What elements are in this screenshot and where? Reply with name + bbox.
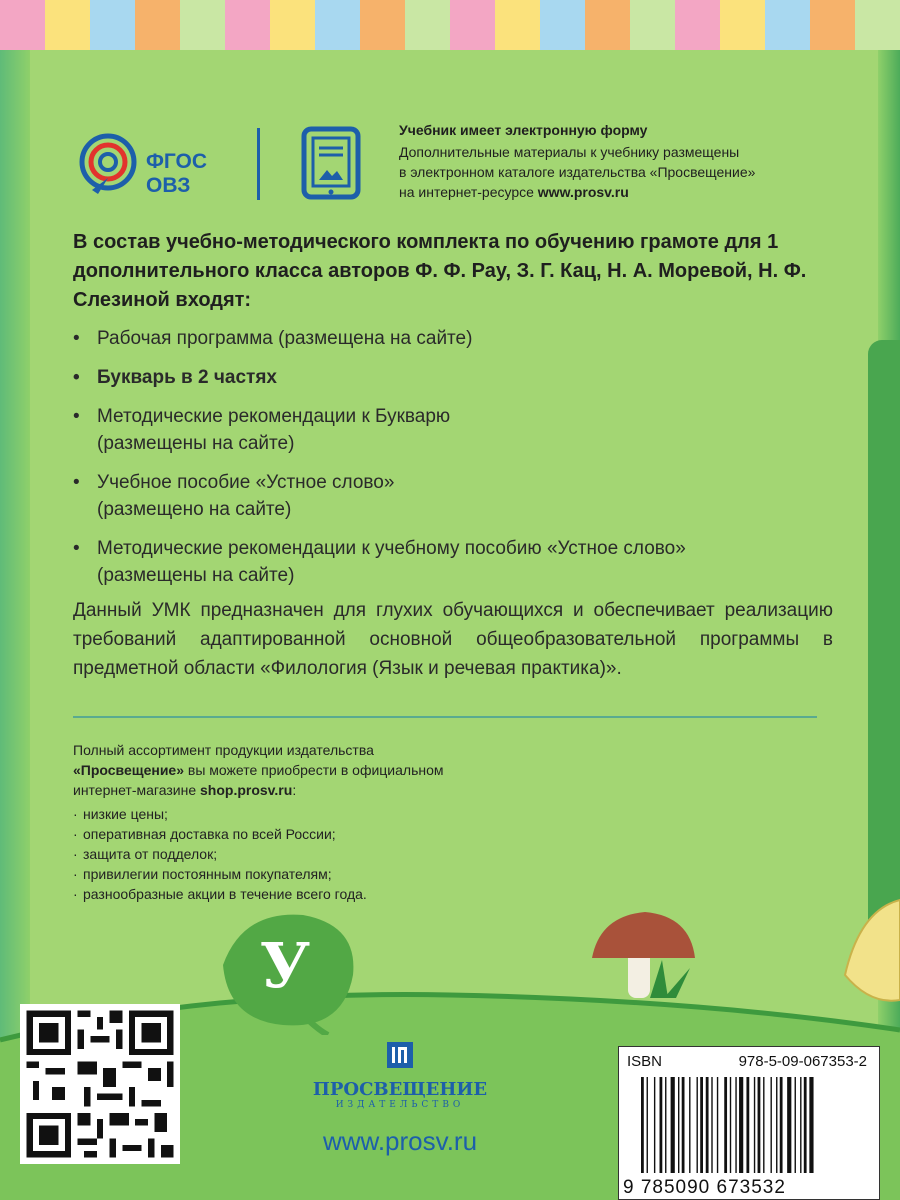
eform-line-3 [399,182,869,202]
isbn-value: 978-5-09-067353-2 [738,1053,867,1070]
feature-text: разнообразные акции в течение всего года. [83,886,367,902]
color-stripe [630,0,675,50]
eform-title: Учебник имеет электронную форму [399,122,648,138]
list-item: · привилегии постоянным покупателям; [73,866,332,882]
color-stripe [90,0,135,50]
isbn-barcode-block [618,1046,880,1200]
barcode-bar [641,1077,644,1173]
publisher-name: ПРОСВЕЩЕНИЕ [312,1079,488,1100]
color-stripe [855,0,900,50]
list-item-line-1: Методические рекомендации к Букварю [97,406,451,427]
letter-leaf-icon [213,905,363,1035]
barcode-bar [735,1077,736,1173]
barcode-bar [706,1077,709,1173]
barcode-bar [758,1077,761,1173]
barcode-bar [660,1077,663,1173]
color-stripe [180,0,225,50]
barcode-bar [763,1077,764,1173]
mushroom-icon [592,912,695,998]
barcode-bar [795,1077,796,1173]
color-stripe [720,0,765,50]
tablet-ebook-icon [301,126,361,200]
feature-text: низкие цены; [83,806,168,822]
barcode-bar [697,1077,698,1173]
publisher-site-link[interactable]: www.prosv.ru [322,1126,478,1156]
list-item: · оперативная доставка по всей России; [73,826,336,842]
barcode-bar [700,1077,703,1173]
color-stripe [45,0,90,50]
color-stripe [405,0,450,50]
color-stripe [450,0,495,50]
barcode-bar [682,1077,685,1173]
barcode-bar [754,1077,755,1173]
publisher-subtitle: ИЗДАТЕЛЬСТВО [335,1100,465,1110]
barcode-bar [730,1077,731,1173]
barcode-bar [724,1077,727,1173]
list-item: · защита от подделок; [73,846,218,862]
barcode-bar [771,1077,772,1173]
bullet: • [73,538,80,559]
barcode-bar [804,1077,807,1173]
color-stripe [495,0,540,50]
barcode-bar [654,1077,655,1173]
fgos-line-1: ФГОС [146,150,208,173]
feature-text: привилегии постоянным покупателям; [83,866,332,882]
eform-site-link[interactable]: www.prosv.ru [537,184,629,200]
qr-code-icon[interactable] [20,1004,180,1164]
list-item [73,535,853,589]
list-item [73,403,853,457]
list-item-line-2: (размещены на сайте) [97,433,295,454]
barcode-bar [739,1077,743,1173]
shop-line-2-text: вы можете приобрести в официальном [184,762,444,778]
barcode-bar [746,1077,749,1173]
list-item-line-2: (размещено на сайте) [97,499,292,520]
list-item-line-1: Рабочая программа (размещена на сайте) [97,328,473,349]
color-stripe [225,0,270,50]
color-stripe [765,0,810,50]
barcode-bar [689,1077,690,1173]
list-item-line-1: Букварь в 2 частях [97,367,277,388]
barcode-bar [678,1077,679,1173]
barcode-bar [780,1077,783,1173]
barcode-bar [711,1077,712,1173]
feature-text: оперативная доставка по всей России; [83,826,336,842]
barcode-bar [647,1077,648,1173]
shop-site-link[interactable]: shop.prosv.ru [200,782,293,798]
bullet: • [73,472,80,493]
list-item [73,325,853,352]
shop-line-3 [73,780,543,800]
shop-line-3-prefix: интернет-магазине [73,782,200,798]
barcode-bar [809,1077,813,1173]
barcode-bar [776,1077,777,1173]
section-divider [73,716,817,718]
bullet: • [73,328,80,349]
color-stripe [540,0,585,50]
shop-brand: «Просвещение» [73,762,184,778]
list-item [73,364,853,391]
kit-description: Данный УМК предназначен для глухих обучающихся и обеспечивает реализацию требований адаптированной основной общеобразовательной программы в предметной области «Филология (Язык и речевая практика)». [73,600,833,679]
list-item: · разнообразные акции в течение всего года. [73,886,367,902]
publisher-logo-icon [385,1040,415,1070]
publisher-logo [300,1040,500,1110]
barcode-bar [717,1077,718,1173]
isbn-label: ISBN [627,1053,663,1070]
barcode-digits: 9 785090 673532 [623,1177,786,1198]
top-color-stripes [0,0,900,50]
header-divider [257,128,260,200]
electronic-form-info [399,120,869,202]
color-stripe [270,0,315,50]
shop-line-1: Полный ассортимент продукции издательства [73,742,374,758]
feature-text: защита от подделок; [83,846,218,862]
list-item-line-1: Учебное пособие «Устное слово» [97,472,395,493]
list-item: · низкие цены; [73,806,168,822]
color-stripe [810,0,855,50]
shop-info [73,740,543,800]
kit-intro: В состав учебно-методического комплекта по обучению грамоте для 1 дополнительного класса авторов Ф. Ф. Рау, З. Г. Кац, Н. А. Моревой, Н. Ф. Слезиной входят: [73,231,807,311]
barcode-icon [641,1077,866,1177]
color-stripe [675,0,720,50]
shop-line-3-suffix: : [292,782,297,798]
barcode-bar [800,1077,801,1173]
eform-line-3-text: на интернет-ресурсе [399,184,538,200]
barcode-bar [787,1077,791,1173]
bullet: • [73,406,80,427]
barcode-bar [665,1077,666,1173]
list-item [73,469,853,523]
color-stripe [135,0,180,50]
fgos-logo-text [146,150,207,198]
shop-line-2 [73,760,543,780]
color-stripe [0,0,45,50]
oak-leaf-icon [845,900,900,1001]
fgos-logo-icon [78,128,138,198]
list-item-line-1: Методические рекомендации к учебному пособию «Устное слово» [97,538,686,559]
eform-line-1: Дополнительные материалы к учебнику размещены [399,144,740,160]
qr-code-graphic [20,1004,180,1164]
list-item-line-2: (размещены на сайте) [97,565,295,586]
fgos-line-2: ОВЗ [146,174,191,197]
barcode-bar [671,1077,675,1173]
eform-line-2: в электронном каталоге издательства «Просвещение» [399,164,756,180]
kit-items-list [73,325,853,601]
color-stripe [585,0,630,50]
letter-text: У [259,929,311,1002]
color-stripe [315,0,360,50]
color-stripe [360,0,405,50]
bullet: • [73,367,80,388]
